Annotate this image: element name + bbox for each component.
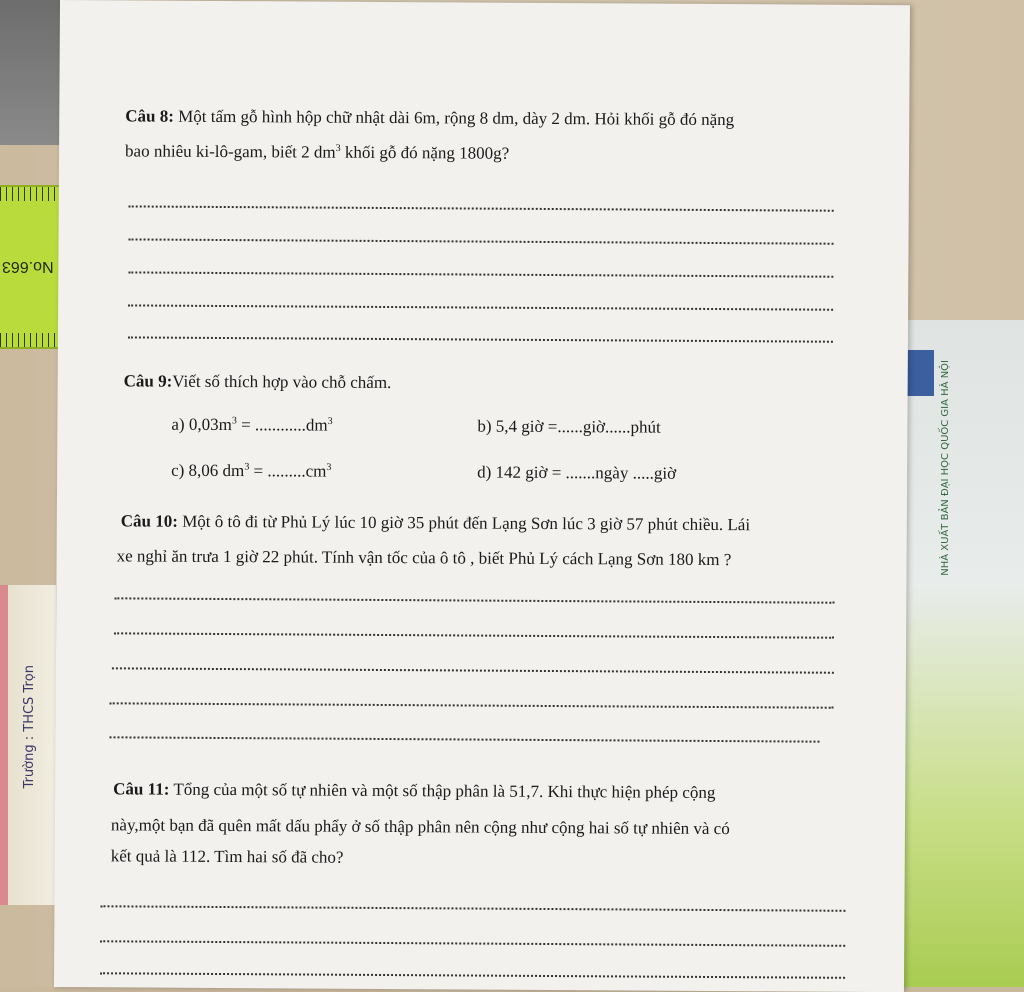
answer-line[interactable] xyxy=(129,205,834,211)
notebook-label-strip xyxy=(0,585,56,905)
question-8-line1: Một tấm gỗ hình hộp chữ nhật dài 6m, rộng 8 dm, dày 2 dm. Hỏi khối gỗ đó nặng xyxy=(178,106,735,130)
answer-line[interactable] xyxy=(129,238,834,244)
question-11-line3: kết quả là 112. Tìm hai số đã cho? xyxy=(110,846,344,867)
answer-line[interactable] xyxy=(100,972,845,979)
question-8-label: Câu 8: xyxy=(125,106,175,126)
question-10-line2: xe nghỉ ăn trưa 1 giờ 22 phút. Tính vận tốc của ô tô , biết Phủ Lý cách Lạng Sơn 180 km ? xyxy=(116,546,732,570)
q9c-sup2: 3 xyxy=(326,461,332,474)
ruler-ticks-bottom xyxy=(0,333,66,347)
q9a-sup1: 3 xyxy=(231,415,237,427)
question-9-text: Viết số thích hợp vào chỗ chấm. xyxy=(172,371,392,393)
question-11-label: Câu 11: xyxy=(113,779,170,799)
answer-line[interactable] xyxy=(100,940,845,947)
question-9 xyxy=(124,363,392,400)
worksheet-page xyxy=(54,0,910,992)
answer-line[interactable] xyxy=(112,667,834,673)
q9a-sup2: 3 xyxy=(327,415,333,428)
q9c-sup1: 3 xyxy=(244,461,250,473)
ruler-ticks-top xyxy=(0,187,66,201)
q9a-mid: = ............dm xyxy=(236,415,328,435)
answer-line[interactable] xyxy=(110,702,834,708)
question-8-sup: 3 xyxy=(335,143,341,155)
question-11 xyxy=(113,771,715,810)
question-9b: b) 5,4 giờ =......giờ......phút xyxy=(477,416,661,437)
question-10 xyxy=(121,503,750,542)
question-10-line1: Một ô tô đi từ Phủ Lý lúc 10 giờ 35 phút đến Lạng Sơn lúc 3 giờ 57 phút chiều. Lái xyxy=(182,511,751,535)
q9a-pre: a) 0,03m xyxy=(171,414,232,435)
green-ruler xyxy=(0,185,66,349)
publisher-logo xyxy=(906,350,934,396)
question-8 xyxy=(125,98,734,137)
question-11-line1: Tổng của một số tự nhiên và một số thập phân là 51,7. Khi thực hiện phép cộng xyxy=(173,779,716,803)
publisher-name: NHÀ XUẤT BẢN ĐẠI HỌC QUỐC GIA HÀ NỘI xyxy=(940,360,951,576)
answer-line[interactable] xyxy=(100,905,845,912)
question-8-line2a: bao nhiêu ki-lô-gam, biết 2 dm xyxy=(125,141,336,162)
q9c-pre: c) 8,06 dm xyxy=(171,460,245,481)
question-9-label: Câu 9: xyxy=(123,371,173,391)
strip-label: Trường : THCS Trọn xyxy=(22,665,37,789)
answer-line[interactable] xyxy=(128,336,833,342)
ruler-label: No.663 xyxy=(2,258,54,275)
question-11-line2: này,một bạn đã quên mất dấu phẩy ở số thập phân nên cộng như cộng hai số tự nhiên và có xyxy=(110,815,730,839)
question-9c xyxy=(171,461,331,482)
question-8-line2b: khối gỗ đó nặng 1800g? xyxy=(340,142,510,163)
answer-line[interactable] xyxy=(109,736,819,742)
question-10-label: Câu 10: xyxy=(120,511,179,531)
q9c-mid: = .........cm xyxy=(249,461,327,481)
question-9d: d) 142 giờ = .......ngày .....giờ xyxy=(477,462,677,483)
answer-line[interactable] xyxy=(114,597,834,603)
question-9a xyxy=(171,415,332,436)
question-8-line2 xyxy=(125,133,509,170)
answer-line[interactable] xyxy=(128,271,833,277)
answer-line[interactable] xyxy=(114,632,834,638)
answer-line[interactable] xyxy=(128,304,833,310)
